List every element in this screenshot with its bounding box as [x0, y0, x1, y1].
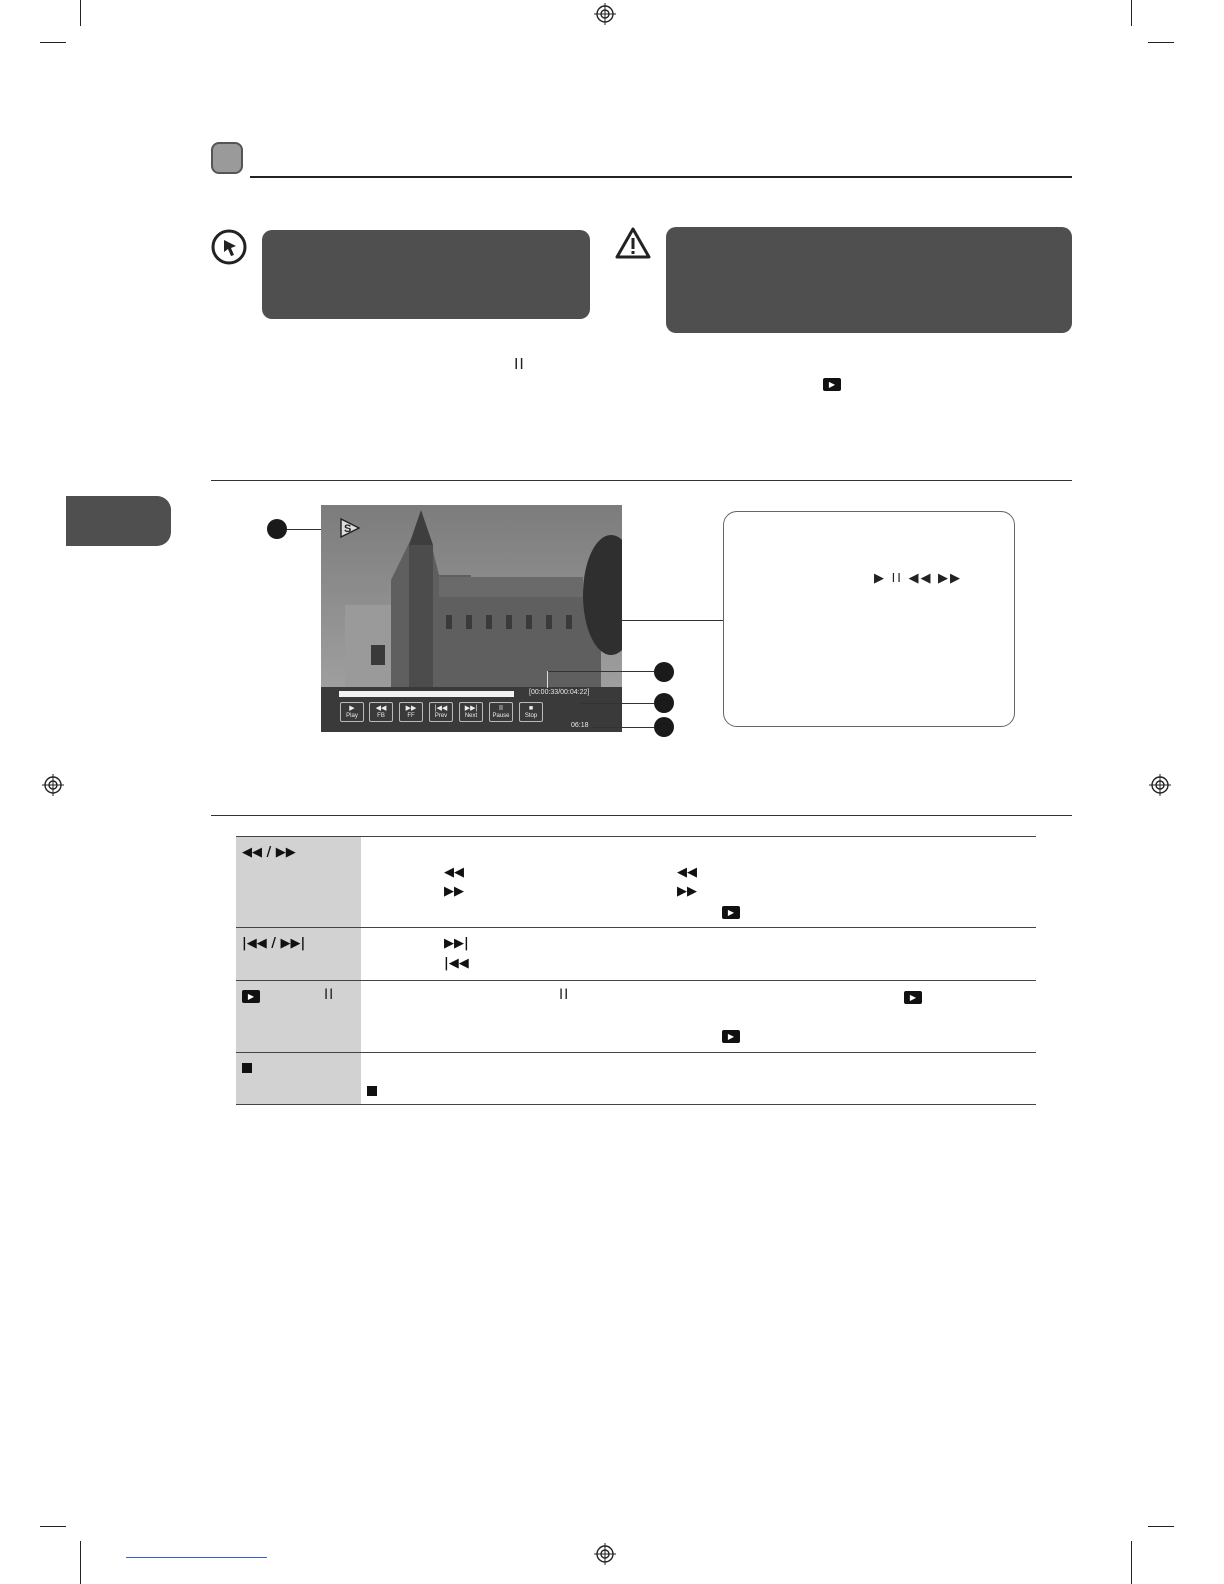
previous-track-icon: |◀◀ — [444, 956, 469, 971]
table-key-cell — [236, 837, 361, 927]
fast-forward-label: FF — [407, 713, 415, 719]
rewind-fast-forward-icon: ◀◀ / ▶▶ — [242, 845, 296, 860]
rewind-icon: ◀◀ — [444, 865, 464, 880]
callout-marker — [654, 717, 674, 737]
pause-icon: II — [559, 987, 570, 1003]
callout-marker — [654, 662, 674, 682]
crop-mark — [40, 1526, 66, 1527]
registration-mark-icon — [594, 3, 616, 25]
table-desc-cell — [361, 837, 1036, 927]
callout-leader — [622, 620, 723, 621]
pause-button[interactable] — [489, 702, 513, 722]
pause-icon: II — [324, 987, 335, 1003]
callout-leader — [548, 671, 654, 672]
rewind-icon: ◀◀ — [677, 865, 697, 880]
previous-label: Prev — [434, 713, 448, 719]
fast-forward-button[interactable] — [399, 702, 423, 722]
table-row — [236, 981, 1036, 1053]
building-photo — [321, 505, 622, 695]
stop-label: Stop — [524, 713, 538, 719]
table-desc-cell — [361, 928, 1036, 980]
crop-mark — [40, 42, 66, 43]
chapter-tab — [66, 496, 171, 546]
stop-icon: ■ — [528, 705, 534, 712]
crop-mark — [1131, 1541, 1132, 1584]
section-divider — [211, 480, 1072, 481]
fast-forward-icon: ▶▶ — [444, 884, 464, 899]
subtitle-icon — [339, 517, 361, 539]
info-panel — [723, 511, 1015, 727]
crop-mark — [80, 1541, 81, 1584]
next-track-icon: ▶▶| — [444, 936, 469, 951]
stop-button[interactable] — [519, 702, 543, 722]
table-desc-cell — [361, 981, 1036, 1052]
play-icon: ▶ — [242, 990, 260, 1003]
pause-icon: II — [514, 355, 525, 373]
table-key-cell — [236, 981, 361, 1052]
playback-screenshot — [321, 505, 622, 732]
callout-marker — [654, 693, 674, 713]
callout-marker — [267, 519, 287, 539]
note-box — [262, 230, 590, 319]
fast-backward-label: FB — [377, 713, 385, 719]
rewind-icon: ◀◀ — [375, 705, 387, 712]
stop-icon — [367, 1086, 377, 1096]
next-track-icon: ▶▶| — [464, 705, 478, 712]
warning-triangle-icon — [614, 226, 652, 260]
play-icon: ▶ — [722, 906, 740, 919]
table-key-cell — [236, 1053, 361, 1104]
previous-next-icon: |◀◀ / ▶▶| — [242, 936, 306, 951]
section-marker — [211, 142, 243, 174]
play-icon: ▶ — [823, 378, 841, 391]
table-desc-cell — [361, 1053, 1036, 1104]
crop-mark — [80, 0, 81, 26]
fast-backward-button[interactable] — [369, 702, 393, 722]
registration-mark-icon — [42, 774, 64, 796]
play-label: Play — [346, 713, 358, 719]
time-code: [00:00:33/00:04:22] — [529, 689, 590, 696]
table-row — [236, 928, 1036, 981]
crop-mark — [1148, 1526, 1174, 1527]
controls-table — [236, 836, 1036, 1105]
pause-label: Pause — [492, 713, 510, 719]
table-row — [236, 837, 1036, 928]
next-label: Next — [464, 713, 478, 719]
fast-forward-icon: ▶▶ — [677, 884, 697, 899]
warning-box — [666, 227, 1072, 333]
registration-mark-icon — [1149, 774, 1171, 796]
table-key-cell — [236, 928, 361, 980]
callout-leader — [547, 671, 548, 688]
play-icon: ▶ — [722, 1030, 740, 1043]
clock: 06:18 — [571, 722, 589, 729]
progress-bar[interactable] — [339, 691, 514, 697]
pause-icon: II — [499, 705, 503, 712]
footer-link-underline[interactable] — [126, 1557, 267, 1558]
fast-forward-icon: ▶▶ — [405, 705, 417, 712]
previous-track-icon: |◀◀ — [434, 705, 448, 712]
playback-icons: ▶ II ◀◀ ▶▶ — [874, 570, 963, 585]
callout-leader — [592, 727, 654, 728]
previous-button[interactable] — [429, 702, 453, 722]
crop-mark — [1131, 0, 1132, 26]
play-button[interactable] — [340, 702, 364, 722]
table-row — [236, 1053, 1036, 1105]
pushpin-icon — [210, 228, 248, 266]
play-icon: ▶ — [904, 991, 922, 1004]
registration-mark-icon — [594, 1543, 616, 1565]
stop-icon — [242, 1063, 252, 1073]
section-divider — [211, 815, 1072, 816]
callout-leader — [580, 703, 654, 704]
play-icon: ▶ — [349, 705, 355, 712]
subtitle-label: S — [344, 523, 352, 535]
section-header-rule — [250, 176, 1072, 178]
crop-mark — [1148, 42, 1174, 43]
next-button[interactable] — [459, 702, 483, 722]
